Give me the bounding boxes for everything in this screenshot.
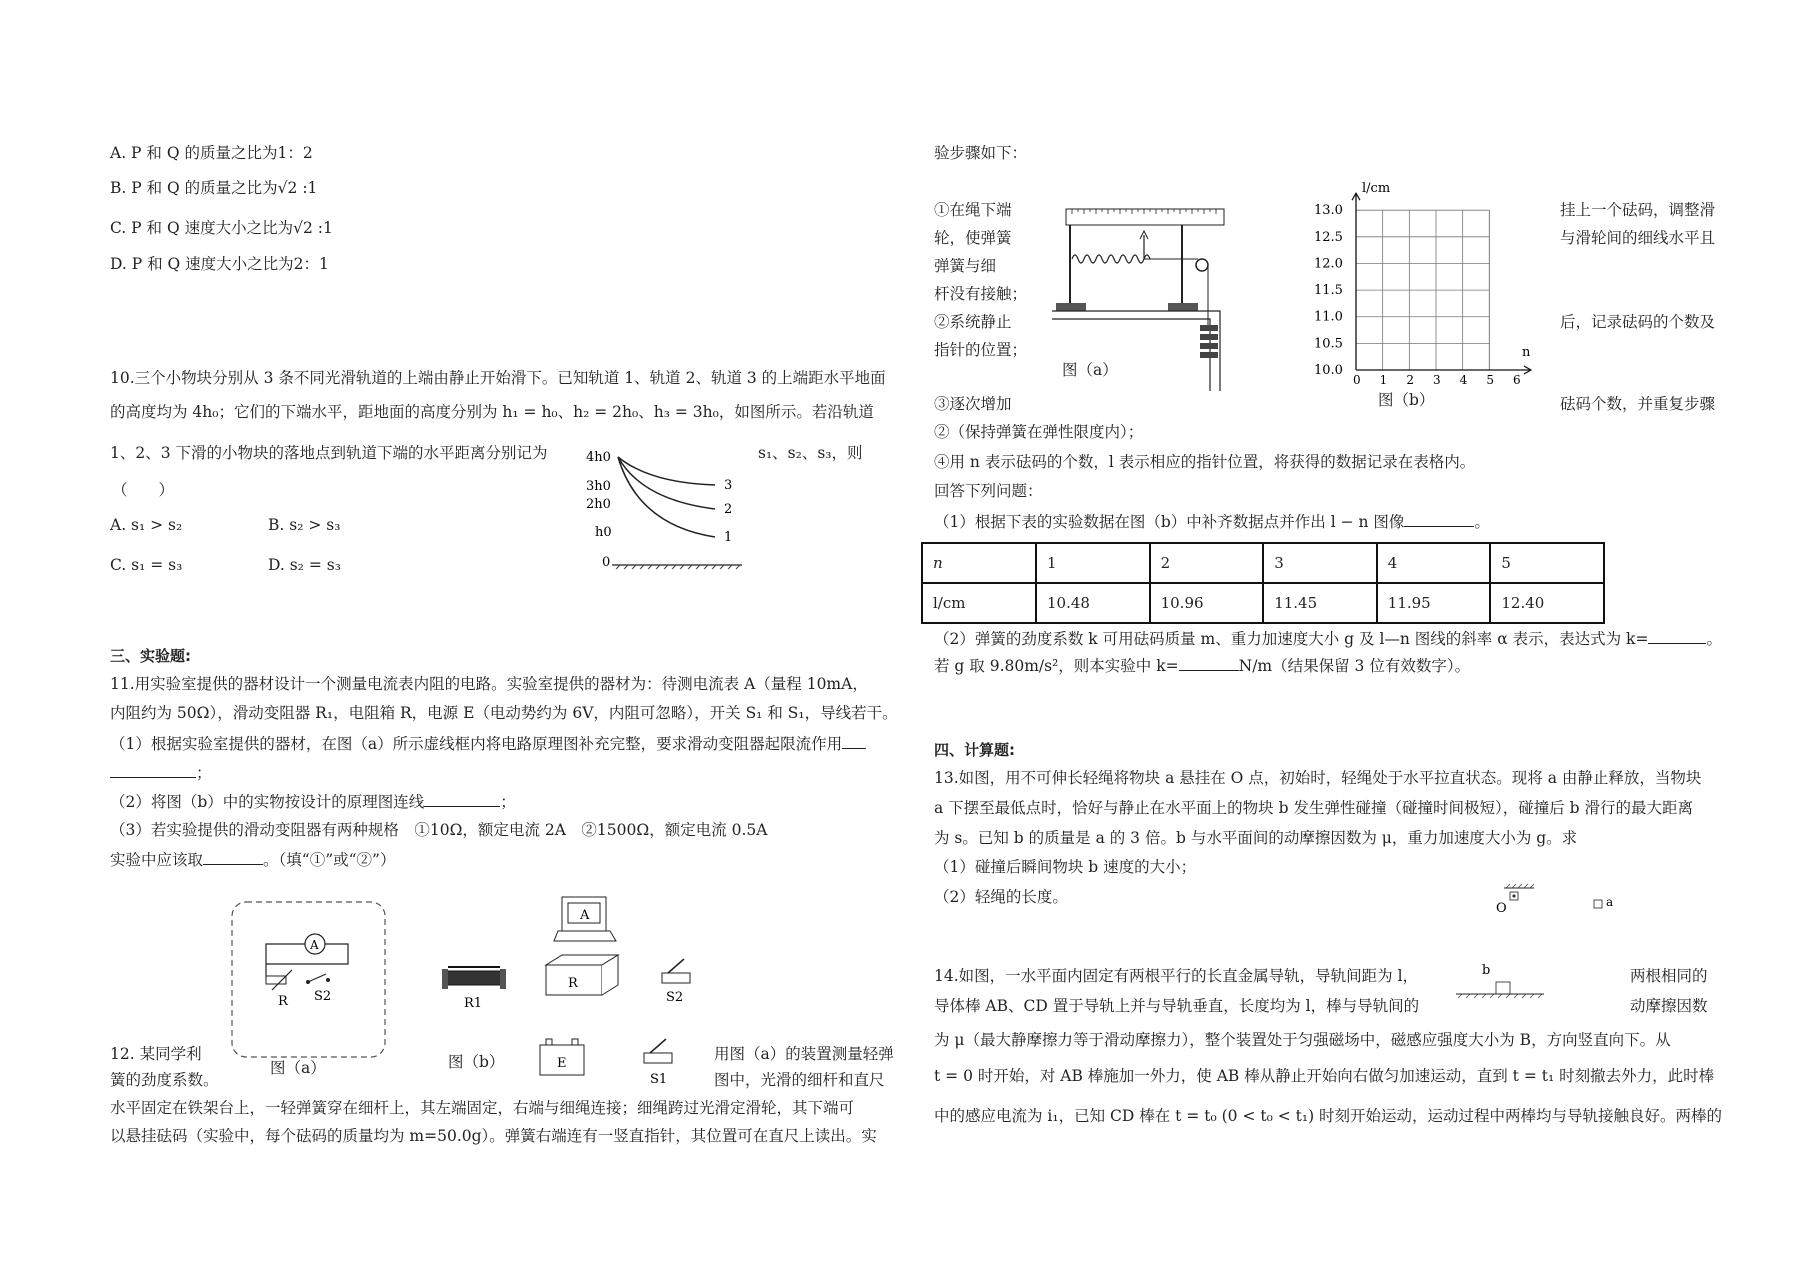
- q11-line2: 内阻约为 50Ω），滑动变阻器 R₁，电阻箱 R，电源 E（电动势约为 6V，内阻可忽略），开关 S₁ 和 S₁，导线若干。: [110, 704, 898, 722]
- q10-paren: （ ）: [112, 481, 175, 499]
- q14-line5: 中的感应电流为 i₁，已知 CD 棒在 t = t₀ (0 < t₀ < t₁) 时刻开始运动，运动过程中两棒均与导轨接触良好。两棒的: [934, 1107, 1723, 1125]
- table-cell: 2: [1150, 543, 1264, 583]
- ammeter-label: A: [310, 938, 319, 952]
- step3-left: ③逐次增加: [934, 395, 1012, 413]
- pivot-o: [1513, 895, 1516, 898]
- q12-line2-right: 图中，光滑的细杆和直尺: [714, 1071, 885, 1089]
- q13-pendulum-figure: [1490, 882, 1640, 922]
- l-n-grid-chart: [1300, 180, 1540, 400]
- label-b: b: [1482, 963, 1491, 978]
- q14-line1-right: 两根相同的: [1630, 967, 1708, 985]
- q10-option-d: D. s₂ = s₃: [268, 556, 341, 574]
- q10-line1: 10.三个小物块分别从 3 条不同光滑轨道的上端由静止开始滑下。已知轨道 1、轨道 2、轨道 3 的上端距水平地面: [110, 369, 886, 387]
- q12-line1-left: 12. 某同学利: [110, 1045, 202, 1063]
- svg-text:S2: S2: [666, 990, 684, 1005]
- table-cell: 3: [1263, 543, 1377, 583]
- q12-figure-b-caption: 图（b）: [1378, 391, 1435, 409]
- q10-option-c: C. s₁ = s₃: [110, 556, 183, 574]
- table-cell: 12.40: [1490, 583, 1604, 623]
- r-line-a: ②（保持弹簧在弹性限度内）；: [934, 423, 1144, 441]
- q13-line5: （2）轻绳的长度。: [934, 888, 1068, 906]
- table-cell: l/cm: [922, 583, 1036, 623]
- table-cell: n: [922, 543, 1036, 583]
- x-tick-label: 0: [1353, 373, 1361, 387]
- data-table: [921, 542, 1605, 624]
- x-tick-label: 3: [1433, 373, 1441, 387]
- q12-line2-left: 簧的劲度系数。: [110, 1071, 219, 1089]
- svg-text:R: R: [568, 976, 578, 991]
- q10-option-b: B. s₂ > s₃: [268, 516, 341, 534]
- q14-line4: t = 0 时开始，对 AB 棒施加一外力，使 AB 棒从静止开始向右做匀加速运动，直到 t = t₁ 时刻撤去外力，此时棒: [934, 1067, 1715, 1085]
- q11-line7: 实验中应该取 。（填“①”或“②”）: [110, 851, 396, 869]
- y-tick-label: 10.5: [1314, 336, 1343, 352]
- svg-text:A: A: [580, 908, 590, 923]
- track-2: [618, 457, 715, 509]
- step-left-4: 杆没有接触；: [934, 285, 1028, 303]
- table-cell: 11.45: [1263, 583, 1377, 623]
- q14-line3: 为 μ（最大静摩擦力等于滑动摩擦力），整个装置处于匀强磁场中，磁感应强度大小为 B，方向竖直向下。从: [934, 1031, 1671, 1049]
- table-cell: 10.96: [1150, 583, 1264, 623]
- q9-option-c: C. P 和 Q 速度大小之比为√2 :1: [110, 219, 333, 237]
- q13-line1: 13.如图，用不可伸长轻绳将物块 a 悬挂在 O 点，初始时，轻绳处于水平拉直状态。现将 a 由静止释放，当物块: [934, 769, 1702, 787]
- switch-s1-device: [644, 1039, 672, 1087]
- section-4-heading: 四、计算题:: [934, 741, 1015, 759]
- q11-line3: （1）根据实验室提供的器材，在图（a）所示虚线框内将电路原理图补充完整，要求滑动变阻器起限流作用: [110, 733, 866, 754]
- q10-line3: 1、2、3 下滑的小物块的落地点到轨道下端的水平距离分别记为: [110, 444, 548, 462]
- table-cell: 1: [1036, 543, 1150, 583]
- table-cell: 11.95: [1377, 583, 1491, 623]
- label-0: 0: [602, 555, 611, 570]
- x-tick-label: 2: [1406, 373, 1414, 387]
- q11-line5: （2）将图（b）中的实物按设计的原理图连线 ；: [110, 793, 516, 811]
- q14-line1-left: 14.如图，一水平面内固定有两根平行的长直金属导轨，导轨间距为 l，: [934, 967, 1419, 985]
- table-row-l: [922, 583, 1604, 623]
- svg-text:S1: S1: [650, 1072, 668, 1087]
- label-S2: S2: [314, 989, 332, 1004]
- y-tick-label: 12.5: [1314, 229, 1343, 245]
- step-left-1: ①在绳下端: [934, 201, 1012, 219]
- r-line-b: ④用 n 表示砝码的个数，l 表示相应的指针位置，将获得的数据记录在表格内。: [934, 453, 1476, 471]
- svg-text:E: E: [557, 1056, 567, 1071]
- ammeter-device: [554, 897, 616, 941]
- table-cell: 10.48: [1036, 583, 1150, 623]
- x-tick-label: 5: [1486, 373, 1494, 387]
- table-cell: 4: [1377, 543, 1491, 583]
- q11-figure-a-caption: 图（a）: [270, 1059, 326, 1077]
- q10-option-a: A. s₁ > s₂: [110, 516, 183, 534]
- resistance-box: [546, 955, 618, 995]
- spring-coil: [1072, 255, 1150, 263]
- label-R: R: [278, 994, 288, 1009]
- r-line-e: （2）弹簧的劲度系数 k 可用砝码质量 m、重力加速度大小 g 及 l—n 图线的斜率 α 表示，表达式为 k= 。: [934, 630, 1722, 648]
- section-3-heading: 三、实验题:: [110, 647, 191, 665]
- q13-line4: （1）碰撞后瞬间物块 b 速度的大小；: [934, 858, 1197, 876]
- y-tick-label: 10.0: [1314, 363, 1343, 378]
- x-tick-label: 6: [1513, 373, 1521, 387]
- q11-figure-a: [230, 900, 390, 1080]
- step-left-2: 轮，使弹簧: [934, 229, 1012, 247]
- label-O: O: [1496, 901, 1507, 916]
- q11-line4: ；: [110, 762, 212, 783]
- left-base: [1056, 303, 1086, 311]
- svg-text:R1: R1: [464, 996, 483, 1011]
- step-right-2: 与滑轮间的细线水平且: [1560, 229, 1716, 247]
- q11-figure-b-caption: 图（b）: [448, 1053, 505, 1071]
- step-left-3: 弹簧与细: [934, 257, 997, 275]
- block-a: [1594, 900, 1602, 908]
- q9-option-a: A. P 和 Q 的质量之比为1：2: [110, 144, 313, 162]
- battery-e: [540, 1039, 584, 1075]
- q9-option-d: D. P 和 Q 速度大小之比为2：1: [110, 255, 329, 273]
- track-label-3: 3: [724, 478, 733, 493]
- x-axis-label: n: [1522, 345, 1531, 360]
- switch-dot-2: [326, 978, 330, 982]
- label-4h0: 4h0: [586, 450, 611, 465]
- q14-line2-right: 动摩擦因数: [1630, 997, 1708, 1015]
- track-label-1: 1: [724, 530, 733, 545]
- y-tick-label: 11.0: [1314, 309, 1343, 325]
- q12-line4: 以悬挂砝码（实验中，每个砝码的质量均为 m=50.0g）。弹簧右端连有一竖直指针，其位置可在直尺上读出。实: [110, 1127, 877, 1145]
- q12-line1-right: 用图（a）的装置测量轻弹: [714, 1045, 894, 1063]
- label-2h0: 2h0: [586, 497, 611, 512]
- y-tick-label: 13.0: [1314, 203, 1343, 219]
- q13-line2: a 下摆至最低点时，恰好与静止在水平面上的物块 b 发生弹性碰撞（碰撞时间极短），碰撞后 b 滑行的最大距离: [934, 799, 1693, 817]
- y-tick-label: 12.0: [1314, 256, 1343, 272]
- step-left-5: ②系统静止: [934, 313, 1012, 331]
- q11-line6: （3）若实验提供的滑动变阻器有两种规格 ①10Ω，额定电流 2A ②1500Ω，额定电流 0.5A: [110, 821, 768, 839]
- q12-figure-a-caption: 图（a）: [1062, 361, 1118, 379]
- pulley: [1196, 259, 1208, 271]
- rheostat-r1: [442, 967, 506, 1011]
- q11-line1: 11.用实验室提供的器材设计一个测量电流表内阻的电路。实验室提供的器材为：待测电流表 A（量程 10mA，: [110, 675, 868, 693]
- q10-track-figure: [580, 445, 750, 575]
- table-cell: 5: [1490, 543, 1604, 583]
- step3-right: 砝码个数，并重复步骤: [1560, 395, 1716, 413]
- q14-line2-left: 导体棒 AB、CD 置于导轨上并与导轨垂直，长度均为 l，棒与导轨间的: [934, 997, 1420, 1015]
- q10-line2: 的高度均为 4h₀；它们的下端水平，距地面的高度分别为 h₁ = h₀、h₂ = 2h₀、h₃ = 3h₀，如图所示。若沿轨道: [110, 403, 874, 421]
- switch-s2: [308, 974, 326, 982]
- x-tick-label: 1: [1379, 373, 1388, 387]
- step-right-3: 后，记录砝码的个数及: [1560, 313, 1716, 331]
- table-row-n: [922, 543, 1604, 583]
- q14-block-figure: [1452, 962, 1562, 1007]
- r-line0: 验步骤如下：: [934, 144, 1028, 162]
- q12-line3: 水平固定在铁架台上，一轻弹簧穿在细杆上，其左端固定，右端与细绳连接；细绳跨过光滑定滑轮，其下端可: [110, 1099, 855, 1117]
- step-right-1: 挂上一个砝码，调整滑: [1560, 201, 1716, 219]
- r-line-d: （1）根据下表的实验数据在图（b）中补齐数据点并作出 l − n 图像 。: [934, 513, 1490, 531]
- r-line-f: 若 g 取 9.80m/s²，则本实验中 k= N/m（结果保留 3 位有效数字）。: [934, 657, 1471, 675]
- r-line-c: 回答下列问题：: [934, 482, 1043, 500]
- label-3h0: 3h0: [586, 479, 611, 494]
- q13-line3: 为 s。已知 b 的质量是 a 的 3 倍。b 与水平面间的动摩擦因数为 μ，重力加速度大小为 g。求: [934, 829, 1578, 847]
- q9-option-b: B. P 和 Q 的质量之比为√2 :1: [110, 179, 318, 197]
- right-base: [1168, 303, 1198, 311]
- block-b: [1496, 982, 1510, 994]
- switch-dot-1: [306, 980, 310, 984]
- track-label-2: 2: [724, 502, 733, 517]
- y-axis-label: l/cm: [1362, 181, 1391, 197]
- label-a: a: [1606, 895, 1614, 909]
- step-left-6: 指针的位置；: [934, 341, 1028, 359]
- x-tick-label: 4: [1459, 373, 1468, 387]
- y-tick-label: 11.5: [1314, 283, 1343, 299]
- resistor-box: [266, 976, 286, 984]
- weights: [1200, 325, 1218, 358]
- dashed-frame: [232, 902, 385, 1057]
- track-3: [618, 457, 715, 485]
- switch-s2-device: [662, 959, 690, 1005]
- label-h0: h0: [595, 525, 612, 540]
- q10-line3-right: s₁、s₂、s₃，则: [758, 444, 863, 462]
